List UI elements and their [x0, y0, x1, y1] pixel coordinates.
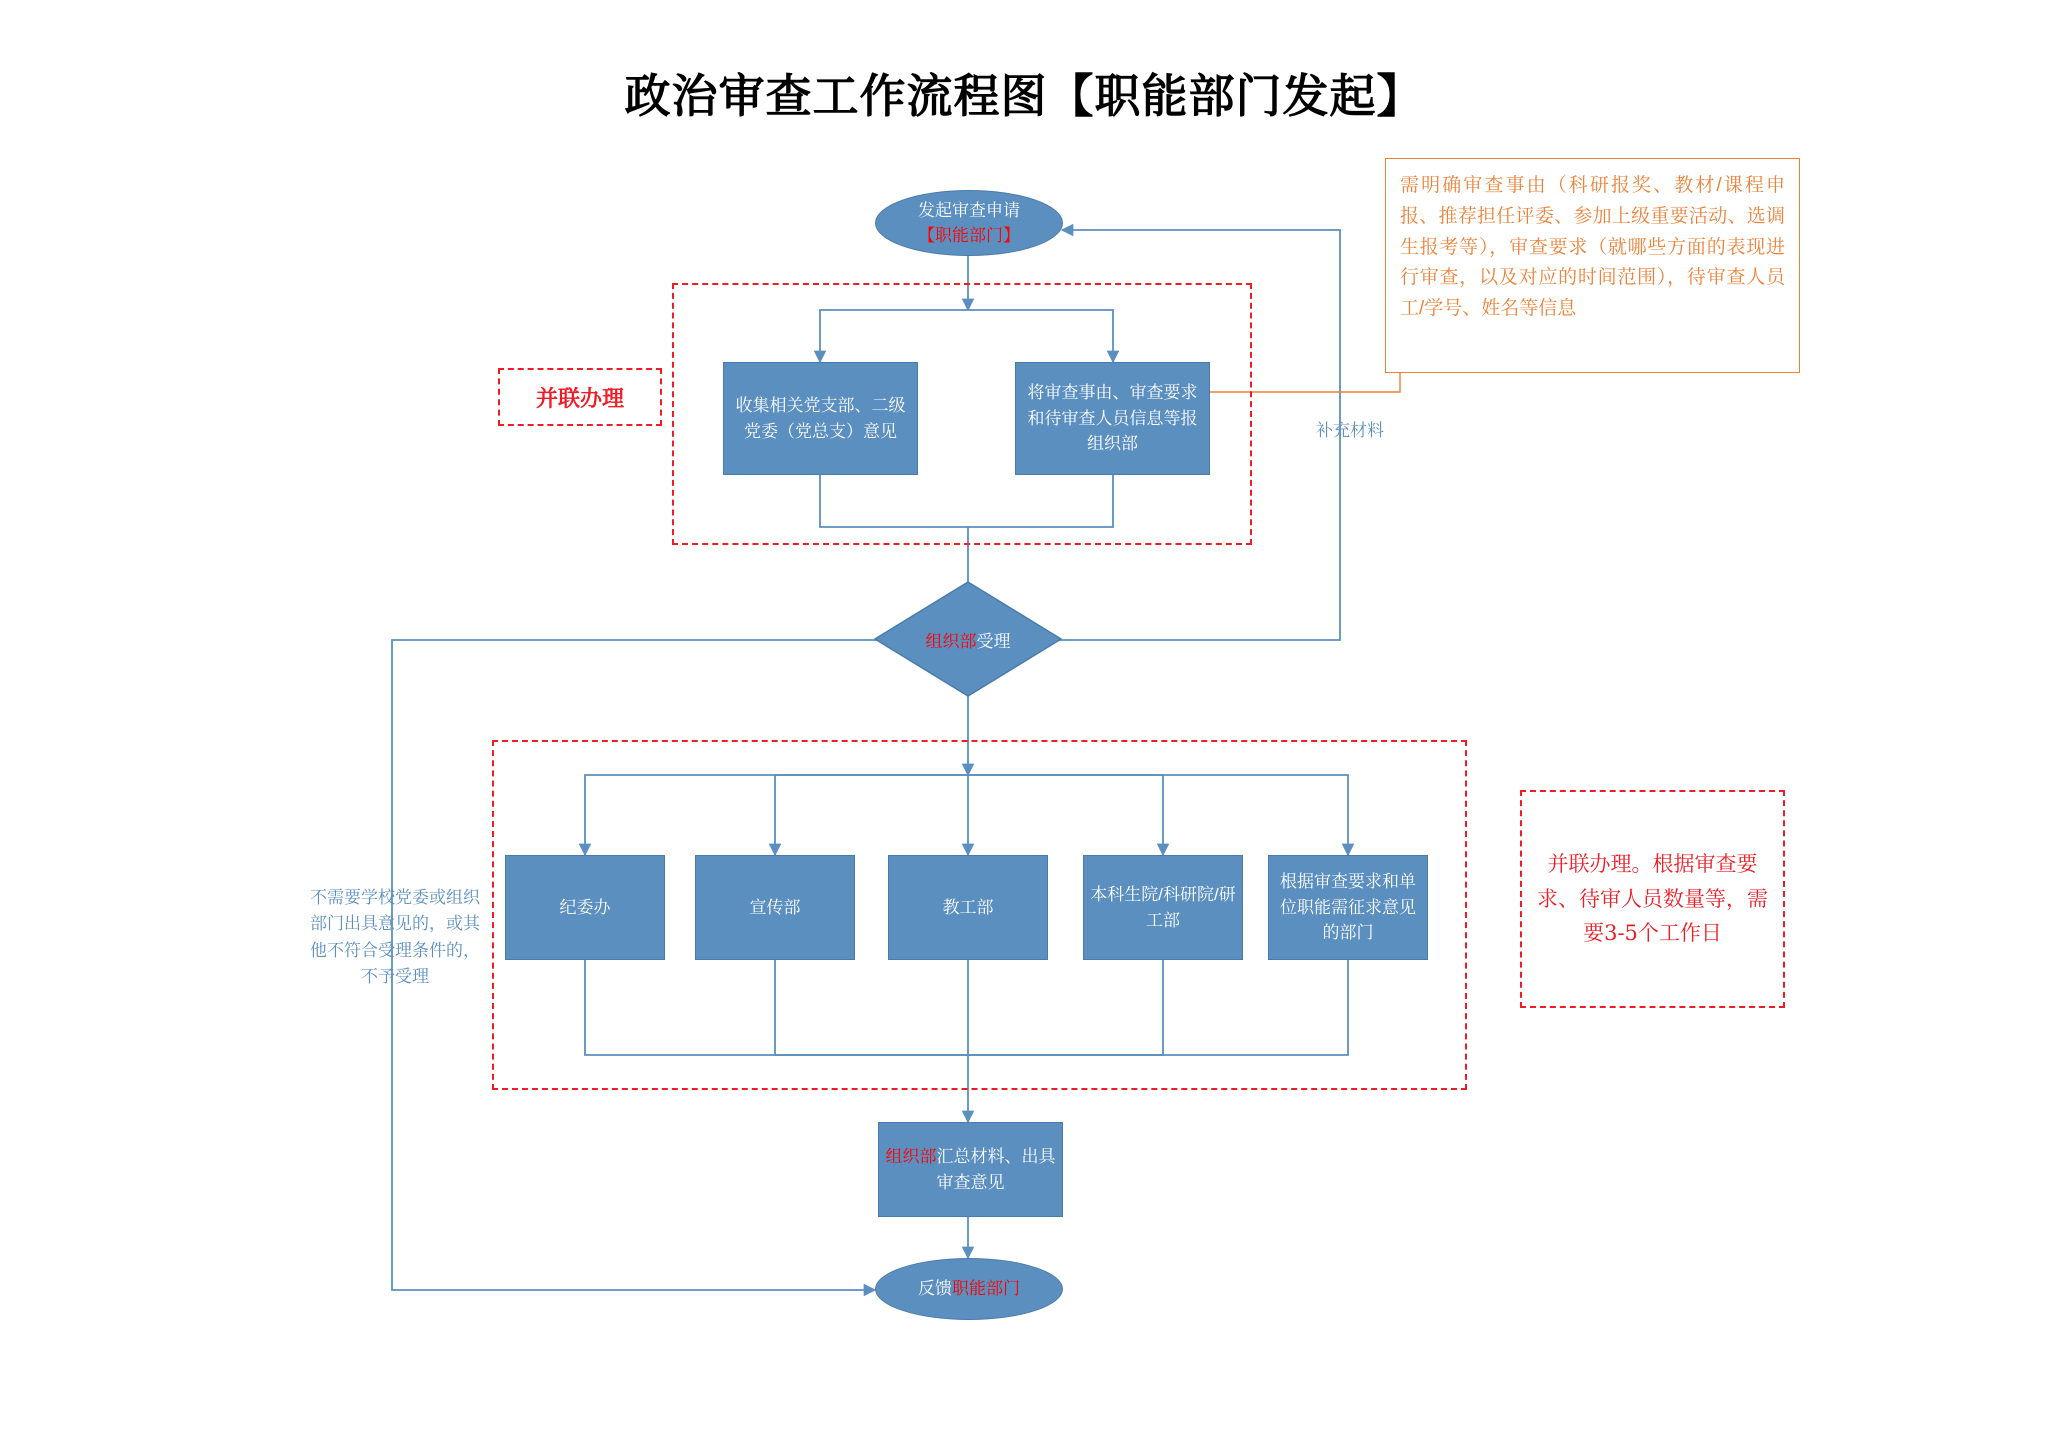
node-dept-other[interactable]: 根据审查要求和单位职能需征求意见的部门 — [1268, 855, 1428, 960]
node-accept-label: 组织部受理 — [925, 631, 1011, 651]
parallel-label-left: 并联办理 — [498, 368, 662, 426]
node-feedback[interactable]: 反馈职能部门 — [875, 1258, 1063, 1320]
node-dept-jiaogongbu[interactable]: 教工部 — [888, 855, 1048, 960]
node-dept-benkeshengyuan[interactable]: 本科生院/科研院/研工部 — [1083, 855, 1243, 960]
node-collect-opinions[interactable]: 收集相关党支部、二级党委（党总支）意见 — [723, 362, 918, 475]
note-parallel-processing-days: 并联办理。根据审查要求、待审人员数量等，需要3-5个工作日 — [1520, 790, 1785, 1008]
node-summary-opinion[interactable]: 组织部汇总材料、出具审查意见 — [878, 1122, 1063, 1217]
node-dept-jiweiban[interactable]: 纪委办 — [505, 855, 665, 960]
edge-label-reject: 不需要学校党委或组织部门出具意见的，或其他不符合受理条件的，不予受理 — [310, 888, 480, 987]
edge-label-supplement: 补充材料 — [1316, 421, 1384, 440]
node-start-line1: 发起审查申请 — [918, 200, 1020, 220]
node-start[interactable] — [875, 190, 1063, 256]
page-title: 政治审查工作流程图【职能部门发起】 — [624, 69, 1424, 123]
node-report-to-organization[interactable]: 将审查事由、审查要求和待审查人员信息等报组织部 — [1015, 362, 1210, 475]
note-review-requirements: 需明确审查事由（科研报奖、教材/课程申报、推荐担任评委、参加上级重要活动、选调生报考等），审查要求（就哪些方面的表现进行审查，以及对应的时间范围），待审查人员工/学号、姓名等信息 — [1385, 158, 1800, 373]
node-start-line2: 【职能部门】 — [918, 226, 1020, 245]
node-dept-xuanchuanbu[interactable]: 宣传部 — [695, 855, 855, 960]
node-accept-decision[interactable] — [873, 580, 1063, 698]
